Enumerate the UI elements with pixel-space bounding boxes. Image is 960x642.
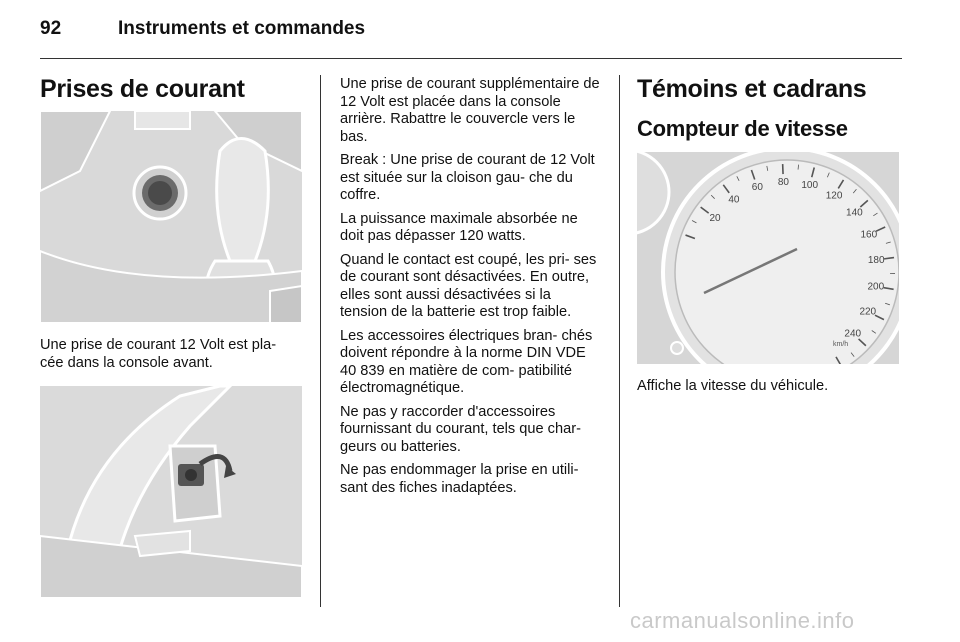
column-middle <box>340 76 602 503</box>
speedometer-label: 180 <box>867 254 885 266</box>
speedometer-label: 200 <box>867 281 885 293</box>
section-heading-power-outlets: Prises de courant <box>40 75 245 103</box>
speedometer-illustration <box>637 152 899 364</box>
paragraph-standard: Les accessoires électriques bran- chés doivent répondre à la norme DIN VDE 40 839 en matière de com- patibilité électromagnétique. <box>340 327 593 396</box>
subheading-speedometer: Compteur de vitesse <box>637 116 848 141</box>
speedometer-label: 100 <box>801 179 819 191</box>
page-header <box>40 18 900 46</box>
watermark: carmanualsonline.info <box>630 608 855 633</box>
speedometer-caption: Affiche la vitesse du véhicule. <box>637 378 829 394</box>
header-rule <box>40 58 902 59</box>
rear-console-outlet-illustration <box>40 386 302 598</box>
front-console-outlet-illustration <box>40 111 302 323</box>
speedometer-label: 220 <box>859 306 877 318</box>
speed-unit-label: km/h <box>833 341 849 348</box>
paragraph-no-damage: Ne pas endommager la prise en utili- sant des fiches inadaptées. <box>340 462 579 496</box>
speedometer-label: 240 <box>844 328 862 340</box>
chapter-title: Instruments et commandes <box>118 18 366 39</box>
speedometer-label: 20 <box>709 212 721 224</box>
speedometer-label: 160 <box>860 229 878 241</box>
front-outlet-caption: Une prise de courant 12 Volt est pla- cée dans la console avant. <box>40 337 277 371</box>
paragraph-ignition-off: Quand le contact est coupé, les pri- ses de courant sont désactivées. En outre, elles sont aussi désactivées si la tension de la batterie est trop faible. <box>340 251 597 320</box>
column-right <box>637 72 899 402</box>
speedometer-label: 120 <box>825 190 843 202</box>
speedometer-tick <box>798 165 799 170</box>
speedometer-label: 80 <box>777 177 789 189</box>
column-divider-2 <box>619 75 620 607</box>
paragraph-estate-outlet: Break : Une prise de courant de 12 Volt est située sur la cloison gau- che du coffre. <box>340 152 595 203</box>
column-left <box>40 72 302 598</box>
section-heading-gauges: Témoins et cadrans <box>637 75 867 103</box>
paragraph-max-power: La puissance maximale absorbée ne doit pas dépasser 120 watts. <box>340 210 578 244</box>
page-number: 92 <box>40 18 62 39</box>
speedometer-label: 60 <box>751 182 763 194</box>
speedometer-label: 140 <box>846 207 863 219</box>
speedometer-label: 40 <box>728 194 740 206</box>
column-divider-1 <box>320 75 321 607</box>
paragraph-rear-outlet: Une prise de courant supplémentaire de 12 Volt est placée dans la console arrière. Rabattre le couvercle vers le bas. <box>340 76 600 145</box>
paragraph-no-chargers: Ne pas y raccorder d'accessoires fournissant du courant, tels que char- geurs ou batteries. <box>340 403 581 455</box>
